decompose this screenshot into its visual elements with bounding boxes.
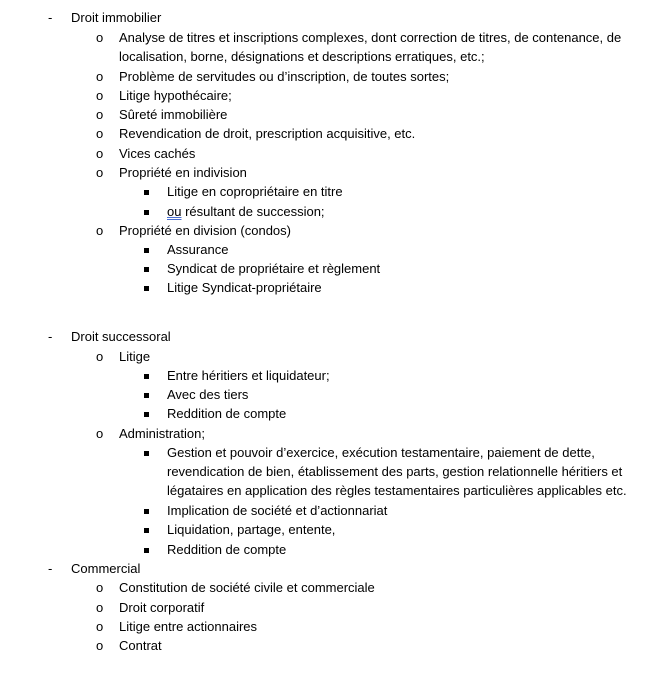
sub-list-item: Syndicat de propriétaire et règlement (167, 261, 381, 276)
sub-list-item: Litige en copropriétaire en titre (167, 184, 343, 199)
list-item: Propriété en indivision (119, 165, 247, 180)
section-heading: Droit immobilier (71, 10, 162, 25)
sub-list-item: Avec des tiers (167, 387, 249, 402)
list-item: Propriété en division (condos) (119, 223, 291, 238)
circle-bullet: o (96, 580, 104, 595)
sub-list-item-rest: résultant de succession; (181, 204, 325, 219)
circle-bullet: o (96, 619, 104, 634)
circle-bullet: o (96, 600, 104, 615)
circle-bullet: o (96, 30, 104, 45)
square-bullet-icon (144, 501, 149, 520)
list-item: Vices cachés (119, 146, 196, 161)
sub-list-item: Gestion et pouvoir d’exercice, exécution testamentaire, paiement de dette, revendication de bien, établissement des parts, gestion relationnelle héritiers et légataires en application des règles testamentaires particulières applicables etc. (167, 445, 627, 498)
circle-bullet: o (96, 223, 104, 238)
list-item: Analyse de titres et inscriptions complexes, dont correction de titres, de contenance, de localisation, borne, désignations et descriptions erratiques, etc.; (119, 30, 622, 64)
sub-list-item (167, 202, 325, 221)
section-heading: Droit successoral (71, 329, 171, 344)
sub-list-item: Reddition de compte (167, 542, 287, 557)
list-item: Constitution de société civile et commerciale (119, 580, 375, 595)
circle-bullet: o (96, 426, 104, 441)
sub-list-item: Litige Syndicat-propriétaire (167, 280, 322, 295)
circle-bullet: o (96, 88, 104, 103)
list-item: Administration; (119, 426, 205, 441)
circle-bullet: o (96, 69, 104, 84)
sub-list-item: Assurance (167, 242, 229, 257)
circle-bullet: o (96, 638, 104, 653)
circle-bullet: o (96, 126, 104, 141)
circle-bullet: o (96, 107, 104, 122)
square-bullet-icon (144, 182, 149, 201)
list-item: Droit corporatif (119, 600, 205, 615)
sub-list-item: Reddition de compte (167, 406, 287, 421)
sub-list-item: Entre héritiers et liquidateur; (167, 368, 330, 383)
dash-bullet: - (48, 329, 53, 344)
circle-bullet: o (96, 146, 104, 161)
square-bullet-icon (144, 259, 149, 278)
list-item: Sûreté immobilière (119, 107, 228, 122)
dash-bullet: - (48, 561, 53, 576)
sub-list-item: Liquidation, partage, entente, (167, 522, 336, 537)
circle-bullet: o (96, 165, 104, 180)
square-bullet-icon (144, 520, 149, 539)
list-item: Problème de servitudes ou d’inscription, de toutes sortes; (119, 69, 450, 84)
spellcheck-underlined-word: ou (167, 204, 182, 219)
square-bullet-icon (144, 540, 149, 559)
list-item: Revendication de droit, prescription acquisitive, etc. (119, 126, 416, 141)
square-bullet-icon (144, 278, 149, 297)
square-bullet-icon (144, 404, 149, 423)
square-bullet-icon (144, 240, 149, 259)
sub-list-item: Implication de société et d’actionnariat (167, 503, 388, 518)
list-item: Litige (119, 349, 151, 364)
list-item: Contrat (119, 638, 162, 653)
square-bullet-icon (144, 202, 149, 221)
section-heading: Commercial (71, 561, 141, 576)
square-bullet-icon (144, 366, 149, 385)
square-bullet-icon (144, 385, 149, 404)
circle-bullet: o (96, 349, 104, 364)
square-bullet-icon (144, 443, 149, 462)
list-item: Litige entre actionnaires (119, 619, 258, 634)
dash-bullet: - (48, 10, 53, 25)
list-item: Litige hypothécaire; (119, 88, 232, 103)
